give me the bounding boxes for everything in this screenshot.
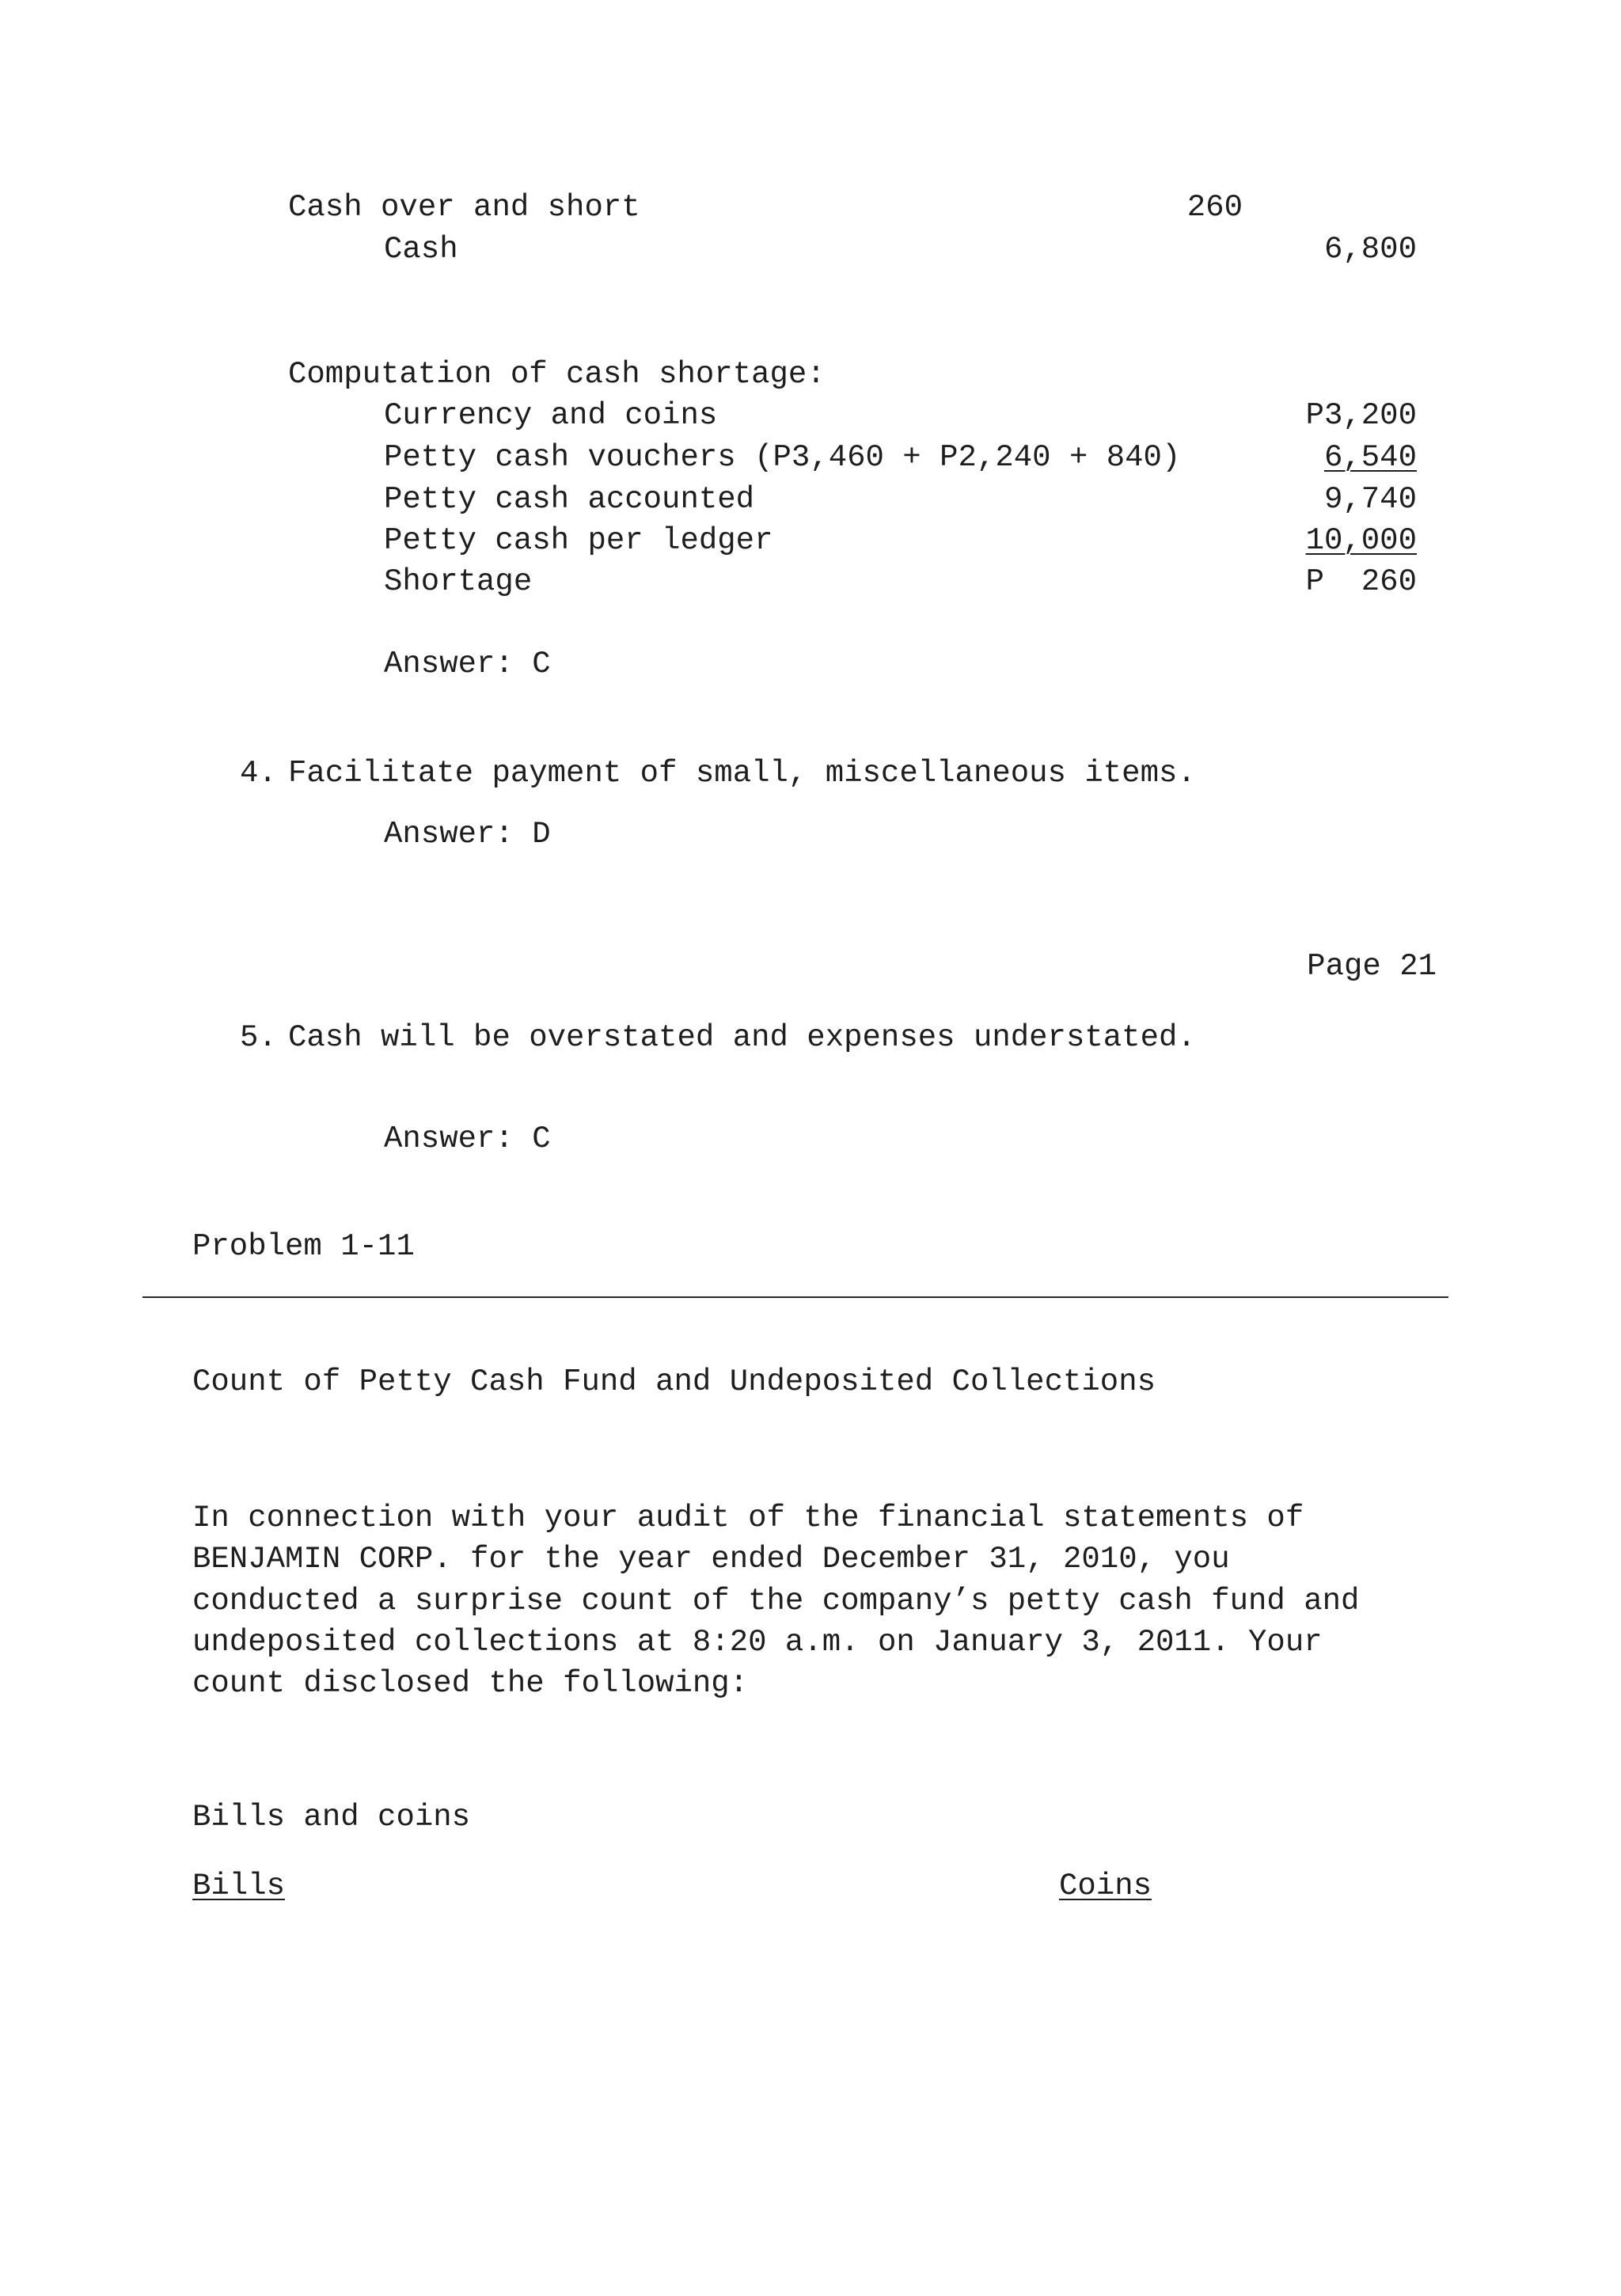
computation-row-amount: P3,200	[1305, 398, 1417, 433]
computation-row-label: Shortage	[384, 564, 533, 599]
problem-paragraph-line: In connection with your audit of the financial statements of	[192, 1501, 1304, 1535]
page-number: Page 21	[1307, 949, 1437, 984]
computation-row-amount-underlined: 6,540	[1323, 440, 1417, 475]
computation-row-label: Petty cash accounted	[384, 482, 755, 517]
computation-row-label: Petty cash vouchers (P3,460 + P2,240 + 840)	[384, 440, 1181, 475]
item-4-text: Facilitate payment of small, miscellaneous items.	[288, 756, 1196, 791]
section-divider	[142, 1296, 1448, 1298]
problem-title: Count of Petty Cash Fund and Undeposited Collections	[192, 1364, 1156, 1399]
bills-and-coins-heading: Bills and coins	[192, 1800, 471, 1835]
item-4-answer: Answer: D	[384, 817, 551, 852]
computation-answer: Answer: C	[384, 647, 551, 681]
credit-account: Cash	[384, 232, 458, 267]
problem-paragraph-line: conducted a surprise count of the company’s petty cash fund and	[192, 1584, 1360, 1619]
item-5-text: Cash will be overstated and expenses understated.	[288, 1020, 1196, 1055]
credit-amount: 6,800	[1323, 232, 1417, 267]
item-4-number: 4.	[240, 756, 277, 791]
computation-row-amount: 9,740	[1323, 482, 1417, 517]
item-5-answer: Answer: C	[384, 1121, 551, 1156]
item-5-number: 5.	[240, 1020, 277, 1055]
problem-paragraph-line: undeposited collections at 8:20 a.m. on January 3, 2011. Your	[192, 1625, 1323, 1660]
coins-column-header: Coins	[1059, 1869, 1152, 1903]
computation-row-label: Petty cash per ledger	[384, 523, 773, 558]
computation-row-amount	[1251, 523, 1417, 558]
problem-label: Problem 1-11	[192, 1229, 415, 1264]
computation-row-amount-underlined: 10,000	[1305, 523, 1417, 558]
computation-heading: Computation of cash shortage:	[288, 357, 826, 392]
debit-account: Cash over and short	[288, 190, 640, 225]
computation-row-label: Currency and coins	[384, 398, 718, 433]
problem-paragraph-line: BENJAMIN CORP. for the year ended December 31, 2010, you	[192, 1542, 1230, 1577]
computation-row-amount	[1251, 442, 1417, 473]
computation-row-amount: P 260	[1305, 564, 1417, 599]
bills-column-header: Bills	[192, 1869, 286, 1903]
problem-paragraph-line: count disclosed the following:	[192, 1666, 749, 1701]
debit-amount: 260	[1186, 190, 1243, 225]
